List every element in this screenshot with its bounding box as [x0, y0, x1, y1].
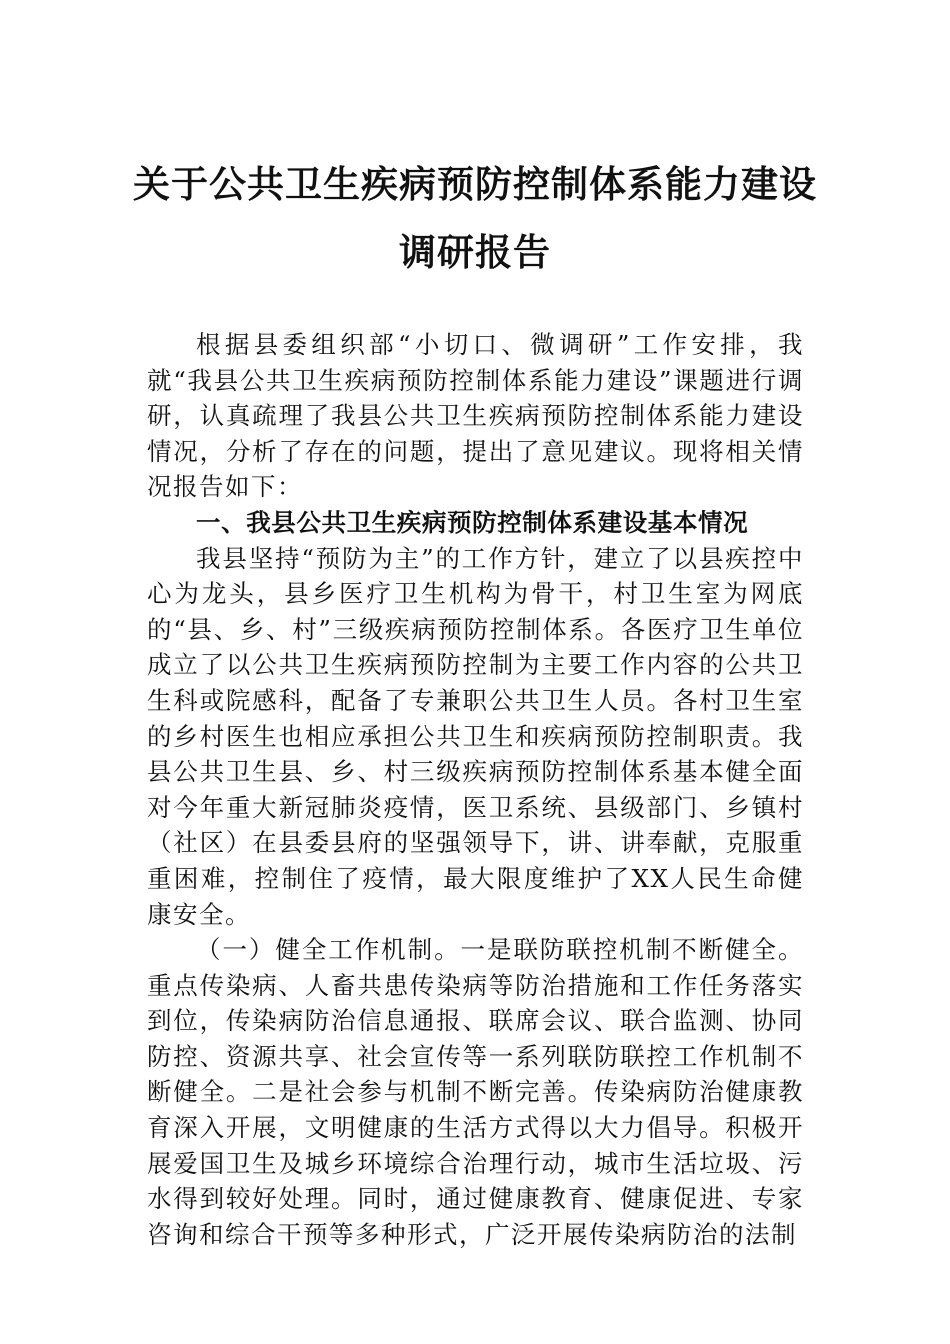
document-title-line-2: 调研报告 — [399, 230, 551, 274]
intro-paragraph: 根据县委组织部“小切口、微调研”工作安排，我就“我县公共卫生疾病预防控制体系能力建设”课题进行调研，认真疏理了我县公共卫生疾病预防控制体系能力建设情况，分析了存在的问题，提出了意见建议。现将相关情况报告如下： — [147, 330, 804, 502]
document-body — [147, 327, 804, 1252]
section-1-paragraph: 我县坚持“预防为主”的工作方针，建立了以县疾控中心为龙头，县乡医疗卫生机构为骨干，村卫生室为网底的“县、乡、村”三级疾病预防控制体系。各医疗卫生单位成立了以公共卫生疾病预防控制为主要工作内容的公共卫生科或院感科，配备了专兼职公共卫生人员。各村卫生室的乡村医生也相应承担公共卫生和疾病预防控制职责。我县公共卫生县、乡、村三级疾病预防控制体系基本健全面对今年重大新冠肺炎疫情，医卫系统、县级部门、乡镇村（社区）在县委县府的坚强领导下，讲、讲奉献，克服重重困难，控制住了疫情，最大限度维护了XX人民生命健康安全。 — [147, 543, 804, 929]
section-heading-1: 一、我县公共卫生疾病预防控制体系建设基本情况 — [196, 507, 749, 537]
document-title-line-1: 关于公共卫生疾病预防控制体系能力建设 — [133, 162, 817, 206]
subsection-1-paragraph: （一）健全工作机制。一是联防联控机制不断健全。重点传染病、人畜共患传染病等防治措施和工作任务落实到位，传染病防治信息通报、联席会议、联合监测、协同防控、资源共享、社会宣传等一系列联防联控工作机制不断健全。二是社会参与机制不断完善。传染病防治健康教育深入开展，文明健康的生活方式得以大力倡导。积极开展爱国卫生及城乡环境综合治理行动，城市生活垃圾、污水得到较好处理。同时，通过健康教育、健康促进、专家咨询和综合干预等多种形式，广泛开展传染病防治的法制 — [147, 935, 804, 1249]
